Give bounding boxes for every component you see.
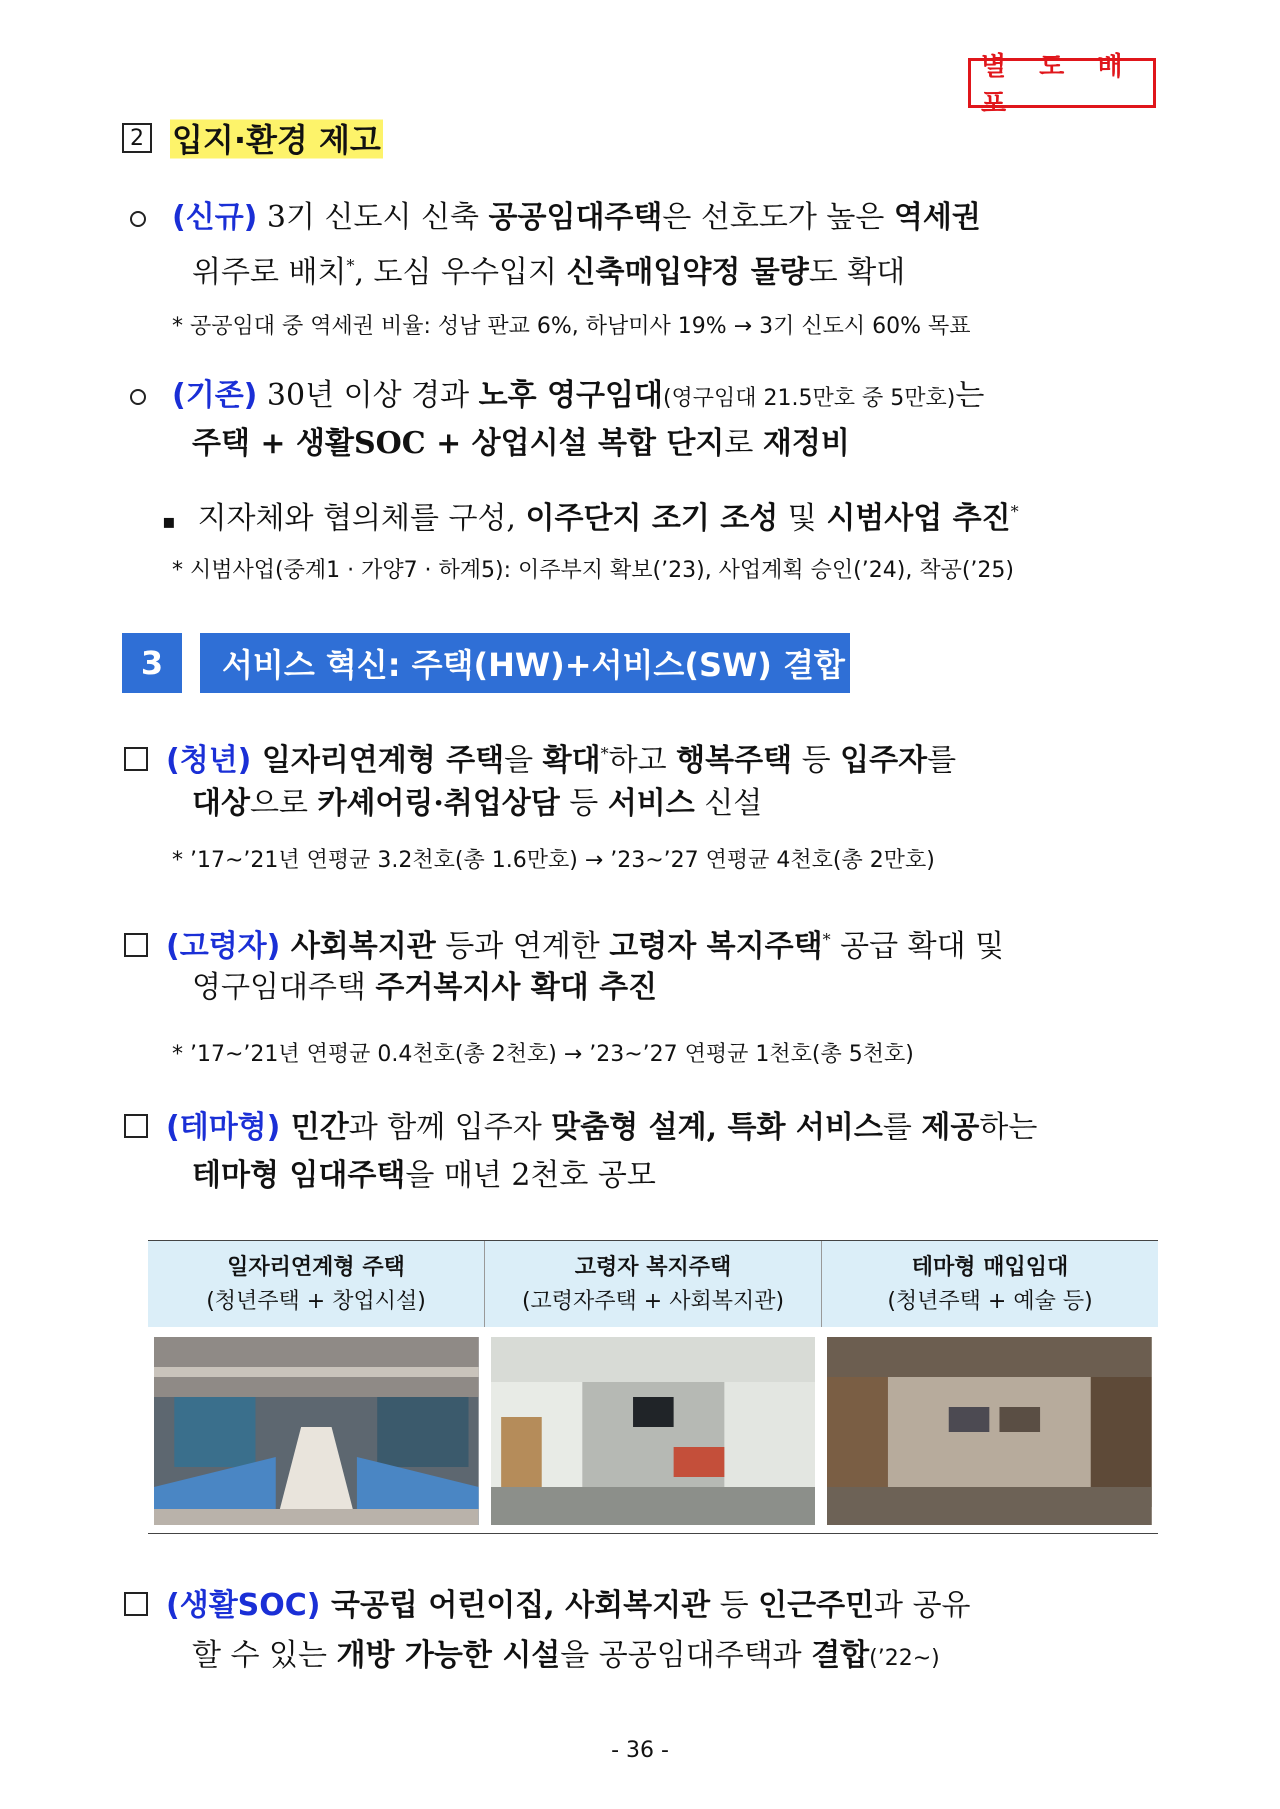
text: 를 [927,743,957,778]
bold-text: 서비스 [607,786,695,821]
item-tag: (생활SOC) [166,1588,321,1623]
text: 과 공유 [874,1588,971,1623]
item5-line2 [192,1156,1280,1196]
text: 및 [778,501,827,536]
small-text: (’22~) [869,1646,940,1671]
text: 을 [504,743,543,778]
housing-type-table [148,1240,1158,1534]
circle-bullet-icon [130,211,146,227]
bold-text: 카셰어링·취업상담 [317,786,560,821]
distribution-badge: 별 도 배 포 [968,58,1156,108]
text: 은 선호도가 높은 [662,200,894,235]
text: 지자체와 협의체를 구성, [197,501,526,536]
item3-note: * ’17~’21년 연평균 3.2천호(총 1.6만호) → ’23~’27 연평균 4천호(총 2만호) [172,848,935,873]
bold-text: 제공 [921,1110,980,1145]
checkbox-square-icon [124,933,148,957]
text: 등 [792,743,841,778]
footnote-mark: * [1010,502,1019,521]
item2-note: * 시범사업(중계1 · 가양7 · 하계5): 이주부지 확보(’23), 사업계획 승인(’24), 착공(’25) [172,558,1014,583]
item1-line2 [192,246,1280,293]
item-tag: (청년) [166,743,252,778]
item4-line2 [192,968,1280,1008]
text: 하고 [608,743,677,778]
item2-line1 [130,376,1280,419]
text: 을 매년 2천호 공모 [405,1158,656,1193]
text: 위주로 배치 [192,255,347,290]
text: 하는 [979,1110,1038,1145]
header-subtitle: (청년주택 + 창업시설) [206,1289,426,1314]
item3-line1 [124,734,1280,781]
text: 영구임대주택 [192,970,376,1005]
bold-text: 행복주택 [676,743,793,778]
text: 등 [710,1588,759,1623]
item4-line1 [124,920,1280,967]
footnote-mark: * [822,930,831,949]
bold-text: 고령자 복지주택 [609,929,823,964]
section-number-box: 2 [122,123,152,153]
table-image-row [148,1337,1158,1534]
bold-text: 테마형 임대주택 [192,1158,406,1193]
bold-text: 일자리연계형 주택 [251,743,505,778]
text: 는 [955,378,985,413]
item-tag: (고령자) [166,929,281,964]
text: 을 공공임대주택과 [560,1638,812,1673]
footnote-mark: * [600,744,609,763]
text: 도 확대 [808,255,906,290]
text: 등과 연계한 [435,929,610,964]
item3-line2 [192,784,1280,824]
item5-line1 [124,1108,1280,1148]
welfare-facility-photo [491,1337,816,1525]
header-title: 고령자 복지주택 [574,1255,732,1280]
item2-line2 [192,424,1280,464]
header-subtitle: (고령자주택 + 사회복지관) [521,1289,785,1314]
bold-text: 주거복지사 확대 추진 [375,970,658,1005]
text: 3기 신도시 신축 [257,200,489,235]
bold-text: 국공립 어린이집, 사회복지관 [320,1588,711,1623]
item4-note: * ’17~’21년 연평균 0.4천호(총 2천호) → ’23~’27 연평균 1천호(총 5천호) [172,1042,914,1067]
item1-line1 [130,198,1280,238]
section-3-number: 3 [122,633,182,693]
section-title: 입지·환경 제고 [170,115,383,161]
item-tag: (신규) [172,200,258,235]
circle-bullet-icon [130,389,146,405]
bold-text: 사회복지관 [280,929,436,964]
footnote-mark: * [346,256,355,275]
bold-text: 입주자 [840,743,928,778]
text: 공급 확대 및 [830,929,1005,964]
checkbox-square-icon [124,1592,148,1616]
item-tag: (테마형) [166,1110,281,1145]
table-header-cell [148,1241,485,1327]
square-bullet-icon: ▪ [162,509,176,533]
table-header-row [148,1240,1158,1327]
small-text: (영구임대 21.5만호 중 5만호) [662,386,956,411]
bold-text: 확대 [542,743,601,778]
item-tag: (기존) [172,378,258,413]
bold-text: 역세권 [893,200,981,235]
text: 신설 [694,786,763,821]
text: 로 [724,426,763,461]
theme-housing-photo [827,1337,1152,1525]
text: 등 [559,786,608,821]
table-header-cell [485,1241,822,1327]
text: 를 [882,1110,922,1145]
checkbox-square-icon [124,1114,148,1138]
section-2-heading [122,115,383,161]
item1-note: * 공공임대 중 역세권 비율: 성남 판교 6%, 하남미사 19% → 3기 신도시 60% 목표 [172,314,971,339]
table-header-cell [822,1241,1158,1327]
bold-text: 이주단지 조기 조성 [525,501,779,536]
text: 으로 [249,786,318,821]
header-title: 일자리연계형 주택 [227,1255,405,1280]
office-photo [154,1337,479,1525]
bold-text: 민간 [280,1110,349,1145]
bold-text: 개방 가능한 시설 [336,1638,561,1673]
text: , 도심 우수입지 [354,255,567,290]
page-number: - 36 - [611,1738,669,1763]
bold-text: 주택 + 생활SOC + 상업시설 복합 단지 [192,426,725,461]
text: 과 함께 입주자 [348,1110,552,1145]
bold-text: 공공임대주택 [488,200,663,235]
bold-text: 노후 영구임대 [478,378,663,413]
bold-text: 결합 [811,1638,870,1673]
item6-line2 [192,1636,1280,1679]
text: 30년 이상 경과 [257,378,479,413]
bold-text: 인근주민 [758,1588,875,1623]
bold-text: 신축매입약정 물량 [566,255,809,290]
bold-text: 시범사업 추진 [826,501,1011,536]
text: 할 수 있는 [192,1638,337,1673]
bold-text: 재정비 [762,426,850,461]
section-3-title: 서비스 혁신: 주택(HW)+서비스(SW) 결합 [200,633,850,693]
header-title: 테마형 매입임대 [911,1255,1069,1280]
item6-line1 [124,1586,1280,1626]
header-subtitle: (청년주택 + 예술 등) [887,1289,1093,1314]
bold-text: 맞춤형 설계, 특화 서비스 [551,1110,883,1145]
checkbox-square-icon [124,747,148,771]
bold-text: 대상 [192,786,250,821]
item2-subbullet [162,492,1280,541]
